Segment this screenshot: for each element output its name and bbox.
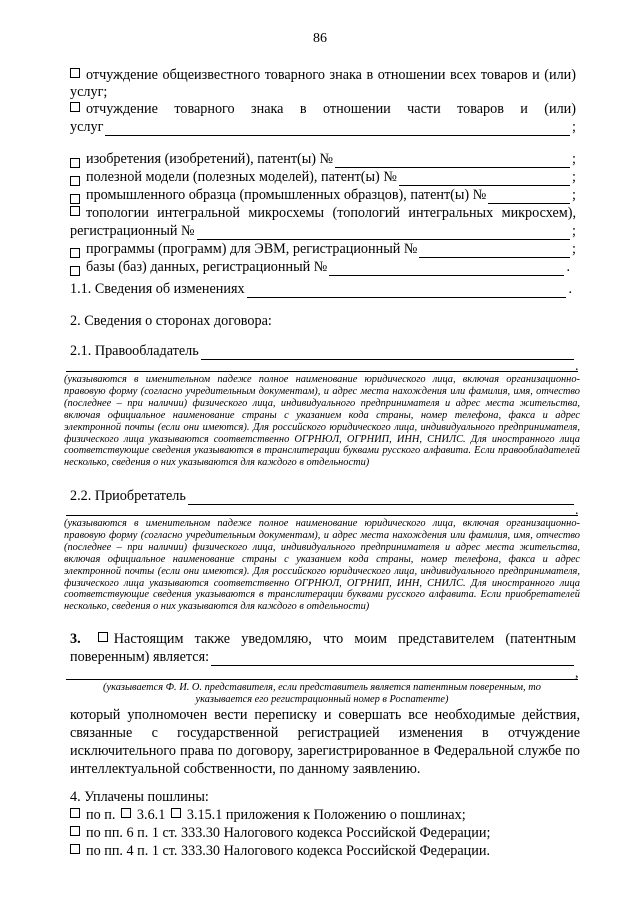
fee-label: 3.6.1 bbox=[136, 807, 166, 823]
blank-field[interactable] bbox=[488, 190, 570, 204]
option-label: услуг bbox=[70, 119, 104, 135]
blank-line[interactable] bbox=[66, 679, 578, 680]
period: . bbox=[575, 503, 579, 518]
blank-field[interactable] bbox=[399, 172, 570, 186]
checkbox[interactable] bbox=[70, 102, 80, 112]
option-label: топологии интегральной микросхемы (топологий интегральных микросхем), bbox=[86, 205, 576, 221]
option-label: изобретения (изобретений), патент(ы) № bbox=[86, 151, 334, 167]
checkbox[interactable] bbox=[70, 826, 80, 836]
fee-label: по пп. 4 п. 1 ст. 333.30 Налогового кодекса Российской Федерации. bbox=[86, 843, 491, 859]
blank-field[interactable] bbox=[211, 652, 574, 666]
option-label: регистрационный № bbox=[70, 223, 195, 239]
section-label: Настоящим также уведомляю, что моим представителем (патентным bbox=[113, 631, 576, 647]
blank-line[interactable] bbox=[66, 371, 578, 372]
section-label: 2.1. Правообладатель bbox=[70, 343, 199, 359]
blank-field[interactable] bbox=[335, 154, 570, 168]
rightholder-field bbox=[70, 342, 576, 360]
option-label: отчуждение товарного знака в отношении части товаров и (или) bbox=[86, 101, 576, 117]
fees-heading: 4. Уплачены пошлины: bbox=[70, 789, 209, 805]
checkbox[interactable] bbox=[70, 206, 80, 216]
option-label: полезной модели (полезных моделей), патент(ы) № bbox=[86, 169, 397, 185]
option-line-cont: услуг ; bbox=[70, 119, 576, 135]
option-line-cont: услуг; bbox=[70, 84, 108, 100]
option-line-cont: регистрационный № ; bbox=[70, 223, 576, 239]
representative-note: (указывается Ф. И. О. представителя, если представитель является патентным поверенным, то указывается его регистрационный номер в Роспатенте) bbox=[103, 682, 541, 705]
checkbox[interactable] bbox=[70, 844, 80, 854]
option-industrial-design: промышленного образца (промышленных образцов), патент(ы) № ; bbox=[70, 186, 576, 204]
option-label: программы (программ) для ЭВМ, регистрационный № bbox=[86, 241, 418, 257]
section-number: 3. bbox=[70, 631, 81, 647]
checkbox[interactable] bbox=[121, 808, 131, 818]
blank-field[interactable] bbox=[247, 284, 567, 298]
blank-field[interactable] bbox=[419, 244, 570, 258]
option-label: промышленного образца (промышленных образцов), патент(ы) № bbox=[86, 187, 487, 203]
acquirer-field bbox=[70, 487, 576, 505]
option-program: программы (программ) для ЭВМ, регистрационный № ; bbox=[70, 240, 576, 258]
blank-field[interactable] bbox=[201, 346, 574, 360]
blank-line[interactable] bbox=[66, 515, 578, 516]
checkbox[interactable] bbox=[70, 248, 80, 258]
option-well-known-trademark bbox=[70, 66, 576, 84]
option-label: базы (баз) данных, регистрационный № bbox=[86, 259, 328, 275]
checkbox[interactable] bbox=[171, 808, 181, 818]
checkbox[interactable] bbox=[70, 194, 80, 204]
comma: , bbox=[575, 666, 579, 681]
section-label: поверенным) является: bbox=[70, 649, 210, 665]
acquirer-note: (указываются в именительном падеже полное наименование юридического лица, включая организационно-правовую форму (согласно учредительным документам), и адрес места нахождения или фамилия, имя, отчество (последнее – при наличии) физического лица, индивидуального предпринимателя и адрес места жительства, включая официальное наименование страны с указанием кода страны, номер телефона, факса и адрес электронной почты (если они имеются). Для российского юридического лица, индивидуального предпринимателя, физического лица указываются соответственно ОГРНЮЛ, ОГРНИП, ИНН, СНИЛС. Для иностранного лица соответствующие сведения указываются в транслитерации буквами русского алфавита. Если приобретателей несколько, сведения о них указываются для каждого в отдельности) bbox=[64, 518, 580, 613]
section-label: 1.1. Сведения об изменениях bbox=[70, 281, 245, 297]
changes-field: 1.1. Сведения об изменениях . bbox=[70, 281, 572, 297]
option-database: базы (баз) данных, регистрационный № . bbox=[70, 258, 570, 276]
option-label: отчуждение общеизвестного товарного знака в отношении всех товаров и (или) bbox=[86, 67, 576, 83]
representative-statement bbox=[70, 630, 576, 648]
checkbox[interactable] bbox=[70, 176, 80, 186]
period: . bbox=[575, 359, 579, 374]
rightholder-note: (указываются в именительном падеже полное наименование юридического лица, включая организационно-правовую форму (согласно учредительным документам), и адрес места нахождения или фамилия, имя, отчество (последнее – при наличии) физического лица, индивидуального предпринимателя и адрес места жительства, включая официальное наименование страны с указанием кода страны, номер телефона, факса и адрес электронной почты (если они имеются). Для российского юридического лица, индивидуального предпринимателя, физического лица указываются соответственно ОГРНЮЛ, ОГРНИП, ИНН, СНИЛС. Для иностранного лица соответствующие сведения указываются в транслитерации буквами русского алфавита. Если правообладателей несколько, сведения о них указываются для каждого в отдельности) bbox=[64, 374, 580, 469]
option-invention: изобретения (изобретений), патент(ы) № ; bbox=[70, 150, 576, 168]
blank-field[interactable] bbox=[197, 226, 571, 240]
page-number: 86 bbox=[313, 31, 327, 46]
representative-powers: который уполномочен вести переписку и совершать все необходимые действия, связанные с государственной регистрацией изменения в отчуждение исключительного права по договору, зарегистрированное в Федеральной службе по интеллектуальной собственности, по данному заявлению. bbox=[70, 707, 580, 777]
checkbox[interactable] bbox=[70, 808, 80, 818]
checkbox[interactable] bbox=[70, 68, 80, 78]
section-label: 2.2. Приобретатель bbox=[70, 488, 186, 504]
fee-option-2 bbox=[70, 824, 576, 842]
blank-field[interactable] bbox=[105, 122, 570, 136]
checkbox[interactable] bbox=[98, 632, 108, 642]
fee-option-1 bbox=[70, 806, 576, 824]
fee-option-3 bbox=[70, 842, 576, 860]
fee-label: 3.15.1 приложения к Положению о пошлинах; bbox=[186, 807, 466, 823]
checkbox[interactable] bbox=[70, 158, 80, 168]
representative-field bbox=[70, 648, 576, 666]
option-partial-trademark bbox=[70, 100, 576, 118]
blank-field[interactable] bbox=[329, 262, 564, 276]
option-topology bbox=[70, 204, 576, 222]
fee-label: по пп. 6 п. 1 ст. 333.30 Налогового кодекса Российской Федерации; bbox=[86, 825, 491, 841]
blank-field[interactable] bbox=[188, 491, 574, 505]
option-utility-model: полезной модели (полезных моделей), патент(ы) № ; bbox=[70, 168, 576, 186]
section-heading: 2. Сведения о сторонах договора: bbox=[70, 313, 272, 329]
checkbox[interactable] bbox=[70, 266, 80, 276]
fee-label: по п. bbox=[86, 807, 116, 823]
